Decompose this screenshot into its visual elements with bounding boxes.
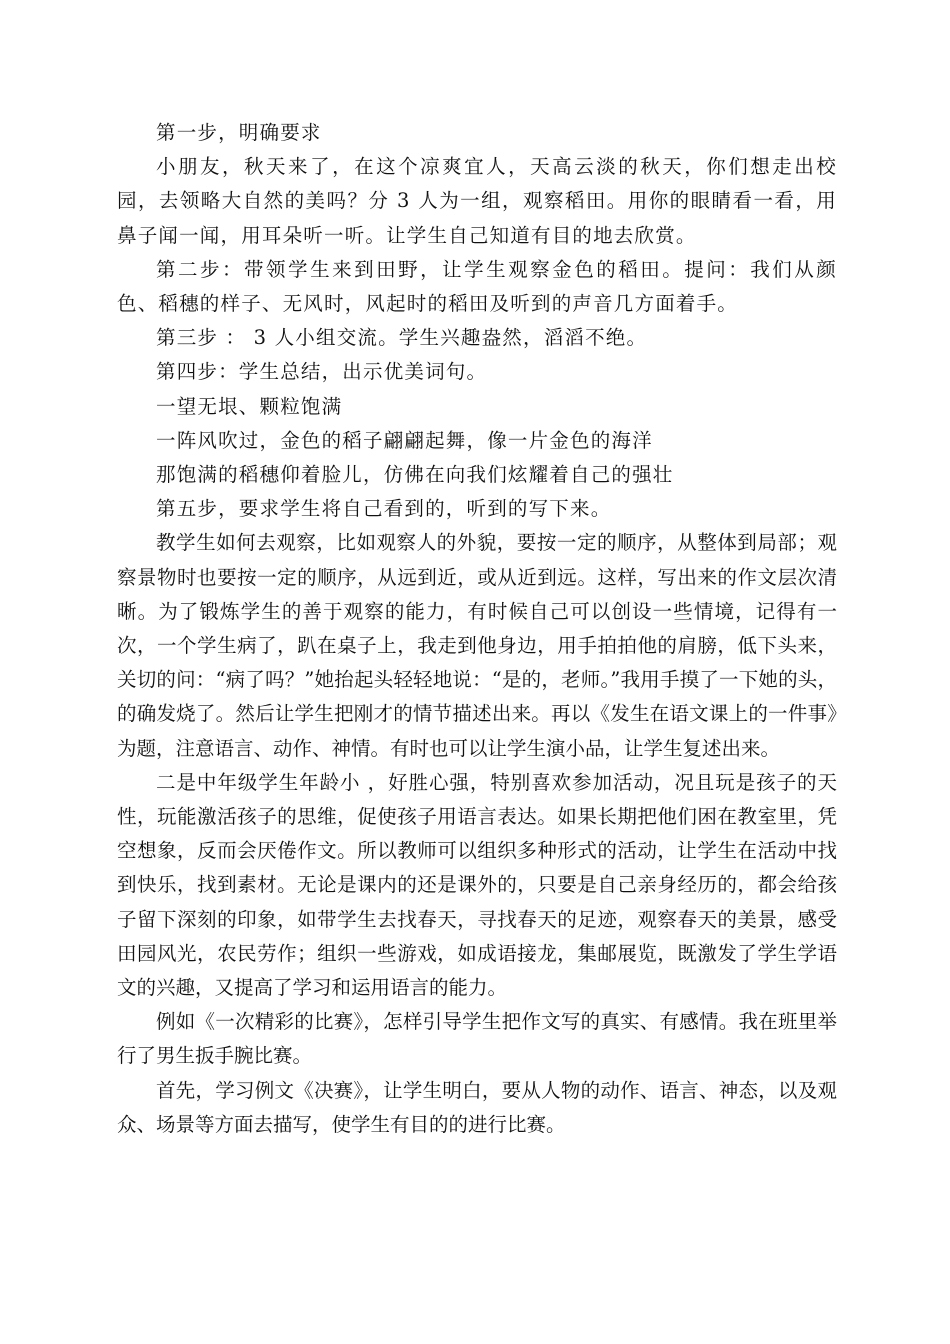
paragraph-step1-body: 小朋友，秋天来了，在这个凉爽宜人，天高云淡的秋天，你们想走出校园，去领略大自然的美吗？分 3 人为一组，观察稻田。用你的眼睛看一看，用鼻子闻一闻，用耳朵听一听。让学生自己知道有目的地去欣赏。 <box>117 155 837 247</box>
paragraph-first: 首先，学习例文《决赛》，让学生明白，要从人物的动作、语言、神态，以及观众、场景等方面去描写，使学生有目的的进行比赛。 <box>117 1078 837 1136</box>
phrase-line-3: 那饱满的稻穗仰着脸儿，仿佛在向我们炫耀着自己的强壮 <box>156 463 674 487</box>
paragraph-step1-title: 第一步，明确要求 <box>156 121 322 144</box>
paragraph-activities: 二是中年级学生年龄小 ，好胜心强，特别喜欢参加活动，况且玩是孩子的天性，玩能激活孩子的思维，促使孩子用语言表达。如果长期把他们困在教室里，凭空想象，反而会厌倦作文。所以教师可以组织多种形式的活动，让学生在活动中找到快乐，找到素材。无论是课内的还是课外的，只要是自己亲身经历的，都会给孩子留下深刻的印象，如带学生去找春天，寻找春天的足迹，观察春天的美景，感受田园风光，农民劳作；组织一些游戏，如成语接龙，集邮展览，既激发了学生学语文的兴趣，又提高了学习和运用语言的能力。 <box>117 770 837 1000</box>
paragraph-example: 例如《一次精彩的比赛》，怎样引导学生把作文写的真实、有感情。我在班里举行了男生扳手腕比赛。 <box>117 1010 837 1068</box>
paragraph-step3: 第三步 ： 3 人小组交流。学生兴趣盎然，滔滔不绝。 <box>156 326 648 350</box>
phrase-line-1: 一望无垠、颗粒饱满 <box>156 394 343 418</box>
document-page <box>117 116 837 1142</box>
paragraph-observation: 教学生如何去观察，比如观察人的外貌，要按一定的顺序，从整体到局部；观察景物时也要按一定的顺序，从远到近，或从近到远。这样，写出来的作文层次清晰。为了锻炼学生的善于观察的能力，有时候自己可以创设一些情境，记得有一次，一个学生病了，趴在桌子上，我走到他身边，用手拍拍他的肩膀，低下头来，关切的问：“病了吗？”她抬起头轻轻地说：“是的，老师。”我用手摸了一下她的头，的确发烧了。然后让学生把刚才的情节描述出来。再以《发生在语文课上的一件事》为题，注意语言、动作、神情。有时也可以让学生演小品，让学生复述出来。 <box>117 531 837 760</box>
paragraph-step2: 第二步：带领学生来到田野，让学生观察金色的稻田。提问：我们从颜色、稻穗的样子、无风时，风起时的稻田及听到的声音几方面着手。 <box>117 257 837 316</box>
paragraph-step5: 第五步，要求学生将自己看到的，听到的写下来。 <box>156 497 612 521</box>
paragraph-step4: 第四步：学生总结，出示优美词句。 <box>156 360 488 384</box>
phrase-line-2: 一阵风吹过，金色的稻子翩翩起舞，像一片金色的海洋 <box>156 428 653 452</box>
